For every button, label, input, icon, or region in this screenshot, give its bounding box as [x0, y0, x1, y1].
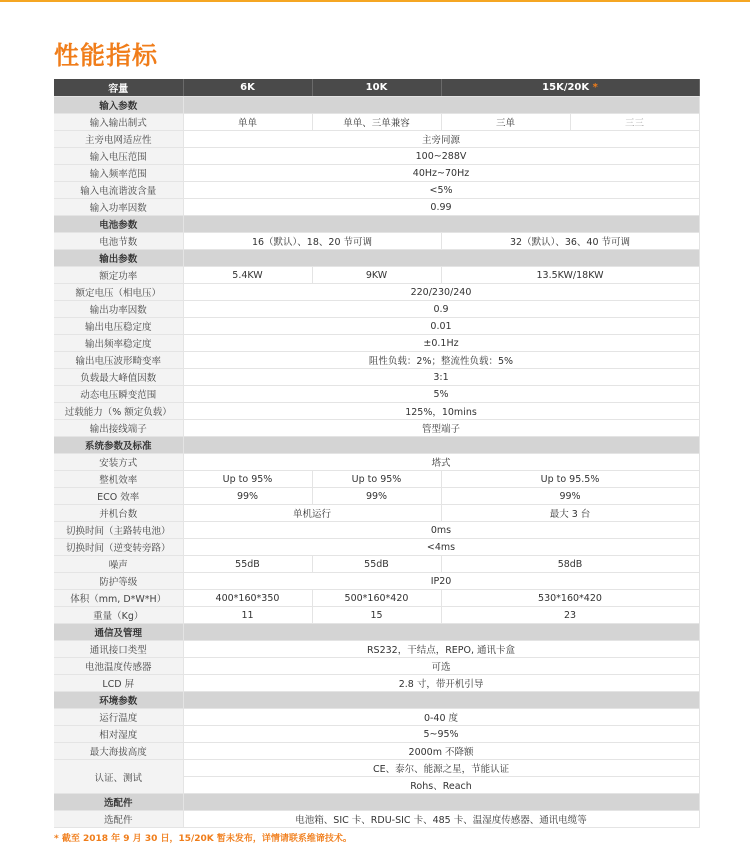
- header-15k-20k: [441, 79, 699, 97]
- cell-value: 0.99: [183, 199, 699, 216]
- cell-value: 100~288V: [183, 148, 699, 165]
- row-label: 输入输出制式: [54, 114, 183, 131]
- row-label: 主旁电网适应性: [54, 131, 183, 148]
- cell-15k: 23: [441, 607, 699, 624]
- row-label: 电池节数: [54, 233, 183, 250]
- cell-value: <4ms: [183, 539, 699, 556]
- row-label: 并机台数: [54, 505, 183, 522]
- table-row: [54, 233, 699, 250]
- row-label: 负载最大峰值因数: [54, 369, 183, 386]
- cell-15k: 58dB: [441, 556, 699, 573]
- row-label: 输出接线端子: [54, 420, 183, 437]
- row-label: 过载能力（% 额定负载）: [54, 403, 183, 420]
- row-label: 额定功率: [54, 267, 183, 284]
- footnote: * 截至 2018 年 9 月 30 日，15/20K 暂未发布，详情请联系维谛技术。: [54, 834, 352, 844]
- table-row: [54, 284, 699, 301]
- table-row: [54, 182, 699, 199]
- cell-15k: 13.5KW/18KW: [441, 267, 699, 284]
- section-system: 系统参数及标准: [54, 437, 183, 454]
- row-label: 输出电压波形畸变率: [54, 352, 183, 369]
- table-row: [54, 454, 699, 471]
- section-battery: 电池参数: [54, 216, 183, 233]
- cell-value: 电池箱、SIC 卡、RDU-SIC 卡、485 卡、温湿度传感器、通讯电缆等: [183, 811, 699, 828]
- section-row: [54, 97, 699, 114]
- cell-10k: 500*160*420: [312, 590, 441, 607]
- table-row: [54, 114, 699, 131]
- table-row: [54, 369, 699, 386]
- cell-value: 0-40 度: [183, 709, 699, 726]
- cell-10k: 99%: [312, 488, 441, 505]
- table-row: [54, 420, 699, 437]
- row-label: 噪声: [54, 556, 183, 573]
- table-row: [54, 675, 699, 692]
- section-env: 环境参数: [54, 692, 183, 709]
- row-label: 输出频率稳定度: [54, 335, 183, 352]
- row-label: 输入功率因数: [54, 199, 183, 216]
- table-row: [54, 760, 699, 777]
- section-row: [54, 216, 699, 233]
- cell-value: 220/230/240: [183, 284, 699, 301]
- header-6k: 6K: [183, 79, 312, 97]
- table-row: [54, 267, 699, 284]
- section-output: 输出参数: [54, 250, 183, 267]
- row-label: 切换时间（主路转电池）: [54, 522, 183, 539]
- table-row: [54, 743, 699, 760]
- cell-value: 5~95%: [183, 726, 699, 743]
- row-label: 选配件: [54, 811, 183, 828]
- section-row: [54, 794, 699, 811]
- cell-value: Rohs、Reach: [183, 777, 699, 794]
- cell-value: 40Hz~70Hz: [183, 165, 699, 182]
- cell-10k: Up to 95%: [312, 471, 441, 488]
- row-label: 体积（mm, D*W*H）: [54, 590, 183, 607]
- cell-value: 0ms: [183, 522, 699, 539]
- row-label: 切换时间（逆变转旁路）: [54, 539, 183, 556]
- table-row: [54, 811, 699, 828]
- cell-15k: 530*160*420: [441, 590, 699, 607]
- table-row: [54, 471, 699, 488]
- cell-10k: 单单、三单兼容: [312, 114, 441, 131]
- cell-value: 125%，10mins: [183, 403, 699, 420]
- table-row: [54, 488, 699, 505]
- cell-6k: 99%: [183, 488, 312, 505]
- cell-value: 主旁同源: [183, 131, 699, 148]
- header-15k-label: 15K/20K: [542, 82, 590, 93]
- cell-15k: 32（默认）、36、40 节可调: [441, 233, 699, 250]
- cell-15k: Up to 95.5%: [441, 471, 699, 488]
- row-label: 电池温度传感器: [54, 658, 183, 675]
- table-row: [54, 709, 699, 726]
- cell-value: 可选: [183, 658, 699, 675]
- table-row: [54, 335, 699, 352]
- top-accent-line: [0, 0, 750, 2]
- cell-value: 塔式: [183, 454, 699, 471]
- row-label: 输入频率范围: [54, 165, 183, 182]
- table-row: [54, 318, 699, 335]
- row-label: 额定电压（相电压）: [54, 284, 183, 301]
- cell-value: 3:1: [183, 369, 699, 386]
- cell-6k: 5.4KW: [183, 267, 312, 284]
- cell-10k: 15: [312, 607, 441, 624]
- cell-value: 阻性负载：2%；整流性负载：5%: [183, 352, 699, 369]
- cell-value: 管型端子: [183, 420, 699, 437]
- section-row: [54, 250, 699, 267]
- header-capacity: 容量: [54, 79, 183, 97]
- cell-value: <5%: [183, 182, 699, 199]
- table-row: [54, 352, 699, 369]
- cell-10k: 9KW: [312, 267, 441, 284]
- cell-6k: 55dB: [183, 556, 312, 573]
- cell-value: RS232，干结点，REPO, 通讯卡盒: [183, 641, 699, 658]
- table-row: [54, 148, 699, 165]
- table-row: [54, 131, 699, 148]
- section-input: 输入参数: [54, 97, 183, 114]
- cell-15k-a: 三单: [441, 114, 570, 131]
- table-row: [54, 165, 699, 182]
- row-label: ECO 效率: [54, 488, 183, 505]
- row-label: LCD 屏: [54, 675, 183, 692]
- cell-value: CE、泰尔、能源之星，节能认证: [183, 760, 699, 777]
- cell-value: 2000m 不降额: [183, 743, 699, 760]
- row-label: 输入电压范围: [54, 148, 183, 165]
- page-title: 性能指标: [54, 41, 159, 70]
- row-label: 安装方式: [54, 454, 183, 471]
- header-10k: 10K: [312, 79, 441, 97]
- table-row: [54, 658, 699, 675]
- cell-6k-10k: 单机运行: [183, 505, 441, 522]
- cell-value: ±0.1Hz: [183, 335, 699, 352]
- row-label: 最大海拔高度: [54, 743, 183, 760]
- row-label: 防护等级: [54, 573, 183, 590]
- table-row: [54, 403, 699, 420]
- cell-6k: 单单: [183, 114, 312, 131]
- table-row: [54, 726, 699, 743]
- row-label: 输入电流谐波含量: [54, 182, 183, 199]
- table-row: [54, 505, 699, 522]
- spec-table: [54, 79, 700, 828]
- cell-value: 0.9: [183, 301, 699, 318]
- row-label: 输出功率因数: [54, 301, 183, 318]
- table-row: [54, 199, 699, 216]
- cell-10k: 55dB: [312, 556, 441, 573]
- cell-value: 0.01: [183, 318, 699, 335]
- row-label: 动态电压瞬变范围: [54, 386, 183, 403]
- section-options: 选配件: [54, 794, 183, 811]
- row-label: 整机效率: [54, 471, 183, 488]
- table-row: [54, 556, 699, 573]
- cell-value: 5%: [183, 386, 699, 403]
- row-label: 重量（Kg）: [54, 607, 183, 624]
- table-header-row: [54, 79, 699, 97]
- table-row: [54, 607, 699, 624]
- cell-15k-b: 三三: [570, 114, 699, 131]
- cell-6k-10k: 16（默认）、18、20 节可调: [183, 233, 441, 250]
- cell-15k: 99%: [441, 488, 699, 505]
- section-comm: 通信及管理: [54, 624, 183, 641]
- table-row: [54, 539, 699, 556]
- table-row: [54, 573, 699, 590]
- section-row: [54, 437, 699, 454]
- table-row: [54, 641, 699, 658]
- cell-6k: Up to 95%: [183, 471, 312, 488]
- row-label: 运行温度: [54, 709, 183, 726]
- cell-value: 2.8 寸，带开机引导: [183, 675, 699, 692]
- header-star: *: [592, 82, 598, 93]
- row-label: 通讯接口类型: [54, 641, 183, 658]
- table-row: [54, 590, 699, 607]
- row-label: 输出电压稳定度: [54, 318, 183, 335]
- table-row: [54, 301, 699, 318]
- section-row: [54, 692, 699, 709]
- cell-6k: 11: [183, 607, 312, 624]
- cell-6k: 400*160*350: [183, 590, 312, 607]
- section-row: [54, 624, 699, 641]
- table-row: [54, 386, 699, 403]
- row-label: 认证、测试: [54, 760, 183, 794]
- cell-value: IP20: [183, 573, 699, 590]
- cell-15k: 最大 3 台: [441, 505, 699, 522]
- table-row: [54, 522, 699, 539]
- row-label: 相对湿度: [54, 726, 183, 743]
